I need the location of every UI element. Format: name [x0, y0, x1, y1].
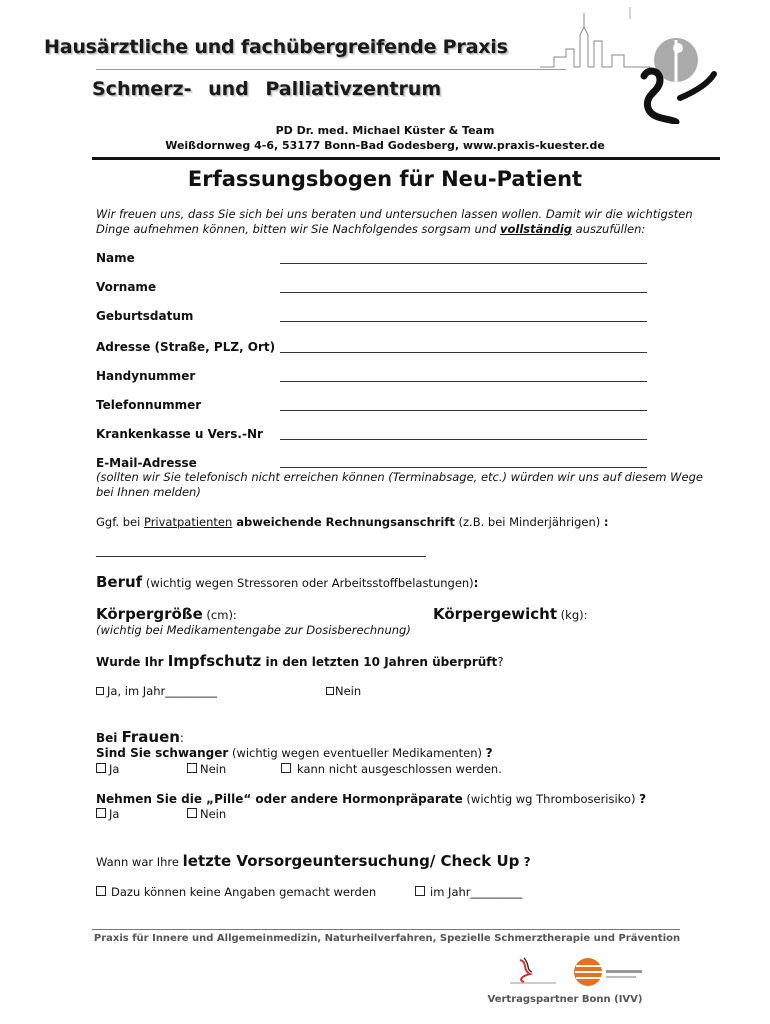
beruf-colon: :	[473, 576, 479, 590]
schwanger-unsure-option[interactable]	[281, 762, 502, 776]
vorsorge-question	[96, 852, 531, 870]
pille-note: (wichtig wg Thromboserisiko)	[462, 792, 640, 806]
impf-q: ?	[497, 655, 504, 669]
billing-line	[96, 515, 609, 529]
footer-services: Praxis für Innere und Allgemeinmedizin, Naturheilverfahren, Spezielle Schmerztherapie und Prävention	[93, 933, 681, 944]
footer-divider	[92, 929, 680, 930]
frauen-colon: :	[179, 731, 184, 745]
pille-ja-label: Ja	[109, 807, 120, 821]
billing-prefix: Ggf. bei	[96, 515, 144, 529]
field-adresse-label: Adresse (Straße, PLZ, Ort)	[96, 340, 276, 354]
impf-no-checkbox[interactable]	[326, 687, 334, 695]
billing-bold: abweichende Rechnungsanschrift	[232, 515, 455, 529]
impf-question	[96, 652, 504, 670]
schwanger-ja-label: Ja	[109, 762, 120, 776]
pille-q: ?	[639, 792, 647, 806]
email-note: (sollten wir Sie telefonisch nicht erreichen können (Terminabsage, etc.) würden wir uns auf diesem Wege bei Ihnen melden)	[96, 470, 703, 499]
practice-logo-icon	[638, 28, 720, 124]
beruf-note: (wichtig wegen Stressoren oder Arbeitsstoffbelastungen)	[142, 576, 474, 590]
groesse-row	[96, 605, 237, 623]
schwanger-nein-checkbox[interactable]	[187, 763, 197, 773]
partner-logo-icon	[572, 956, 644, 990]
field-vorname-line[interactable]	[280, 291, 647, 293]
pille-nein-label: Nein	[200, 807, 227, 821]
vorsorge-pre: Wann war Ihre	[96, 855, 183, 869]
frauen-big: Frauen	[121, 728, 180, 746]
impf-big: Impfschutz	[167, 652, 262, 670]
impf-no-label: Nein	[335, 684, 362, 698]
vorsorge-opt1-checkbox[interactable]	[96, 886, 106, 896]
pille-question	[96, 792, 646, 806]
gewicht-label: Körpergewicht	[433, 605, 558, 623]
schwanger-ja-checkbox[interactable]	[96, 763, 106, 773]
header-rule	[92, 157, 720, 160]
schwanger-note: (wichtig wegen eventueller Medikamenten)	[228, 746, 486, 760]
intro-emphasis: vollständig	[500, 222, 573, 236]
field-handy-line[interactable]	[280, 380, 647, 382]
practice-subtitle: Schmerz- und Palliativzentrum	[92, 78, 442, 100]
field-kasse-line[interactable]	[280, 438, 647, 440]
impf-yes-checkbox[interactable]	[96, 687, 104, 695]
schwanger-q: ?	[485, 746, 493, 760]
footer-partner: Vertragspartner Bonn (IVV)	[487, 994, 643, 1005]
field-handy-label: Handynummer	[96, 369, 196, 383]
schwanger-question	[96, 746, 493, 760]
schwanger-nein-option[interactable]	[187, 762, 226, 776]
billing-suffix: (z.B. bei Minderjährigen)	[454, 515, 604, 529]
intro-after: auszufüllen:	[572, 222, 646, 236]
pille-label: Nehmen Sie die „Pille“ oder andere Hormonpräparate	[96, 792, 463, 806]
field-telefon-label: Telefonnummer	[96, 398, 202, 412]
impf-yes-option[interactable]	[96, 684, 217, 698]
schwanger-nein-label: Nein	[200, 762, 227, 776]
vorsorge-opt2-label: im Jahr_________	[430, 885, 523, 899]
impf-no-option[interactable]	[326, 684, 361, 698]
impf-pre: Wurde Ihr	[96, 655, 168, 669]
vorsorge-opt1-label: Dazu können keine Angaben gemacht werden	[111, 885, 377, 899]
field-kasse-label: Krankenkasse u Vers.-Nr	[96, 427, 263, 441]
schwanger-label: Sind Sie schwanger	[96, 746, 229, 760]
gewicht-unit: (kg):	[557, 608, 588, 622]
skyline-icon	[540, 5, 650, 85]
impf-yes-label: Ja, im Jahr_________	[107, 684, 218, 698]
groesse-unit: (cm):	[202, 608, 237, 622]
pille-nein-option[interactable]	[187, 807, 226, 821]
frauen-heading	[96, 728, 184, 746]
billing-private-link: Privatpatienten	[143, 515, 233, 529]
intro-text	[96, 207, 716, 237]
schwanger-ja-option[interactable]	[96, 762, 119, 776]
field-name-line[interactable]	[280, 262, 647, 264]
schwanger-unsure-label: kann nicht ausgeschlossen werden.	[297, 762, 502, 776]
schwanger-unsure-checkbox[interactable]	[281, 763, 291, 773]
vorsorge-q: ?	[519, 855, 531, 869]
field-name-label: Name	[96, 251, 135, 265]
form-title: Erfassungsbogen für Neu-Patient	[187, 167, 583, 191]
vorsorge-big: letzte Vorsorgeuntersuchung/ Check Up	[182, 852, 520, 870]
vorsorge-opt2-option[interactable]	[415, 885, 522, 899]
schmerzzentrum-logo-icon	[508, 956, 558, 986]
body-note: (wichtig bei Medikamentengabe zur Dosisberechnung)	[96, 623, 411, 637]
billing-colon: :	[603, 515, 609, 529]
vorsorge-opt2-checkbox[interactable]	[415, 886, 425, 896]
gewicht-row	[433, 605, 588, 623]
doctor-name: PD Dr. med. Michael Küster & Team	[275, 124, 495, 137]
pille-ja-checkbox[interactable]	[96, 808, 106, 818]
header-divider	[96, 69, 566, 70]
field-geburtsdatum-label: Geburtsdatum	[96, 309, 194, 323]
field-geburtsdatum-line[interactable]	[280, 320, 647, 322]
pille-nein-checkbox[interactable]	[187, 808, 197, 818]
field-adresse-line[interactable]	[280, 351, 647, 353]
intro-before: Wir freuen uns, dass Sie sich bei uns beraten und untersuchen lassen wollen. Damit wir die wichtigsten Dinge aufnehmen können, bitten wir Sie Nachfolgendes sorgsam und	[96, 207, 693, 236]
groesse-label: Körpergröße	[96, 605, 203, 623]
pille-ja-option[interactable]	[96, 807, 119, 821]
vorsorge-opt1-option[interactable]	[96, 885, 376, 899]
field-vorname-label: Vorname	[96, 280, 157, 294]
impf-post: in den letzten 10 Jahren überprüft	[261, 655, 498, 669]
billing-address-line[interactable]: _______________________________________________________	[96, 543, 426, 557]
practice-title: Hausärztliche und fachübergreifende Praxis	[44, 36, 508, 58]
field-email-label: E-Mail-Adresse	[96, 456, 197, 470]
frauen-pre: Bei	[96, 731, 122, 745]
field-email-line[interactable]	[280, 466, 647, 468]
field-telefon-line[interactable]	[280, 409, 647, 411]
beruf-row	[96, 573, 478, 591]
beruf-label: Beruf	[96, 573, 143, 591]
practice-address: Weißdornweg 4-6, 53177 Bonn-Bad Godesberg, www.praxis-kuester.de	[165, 139, 605, 152]
